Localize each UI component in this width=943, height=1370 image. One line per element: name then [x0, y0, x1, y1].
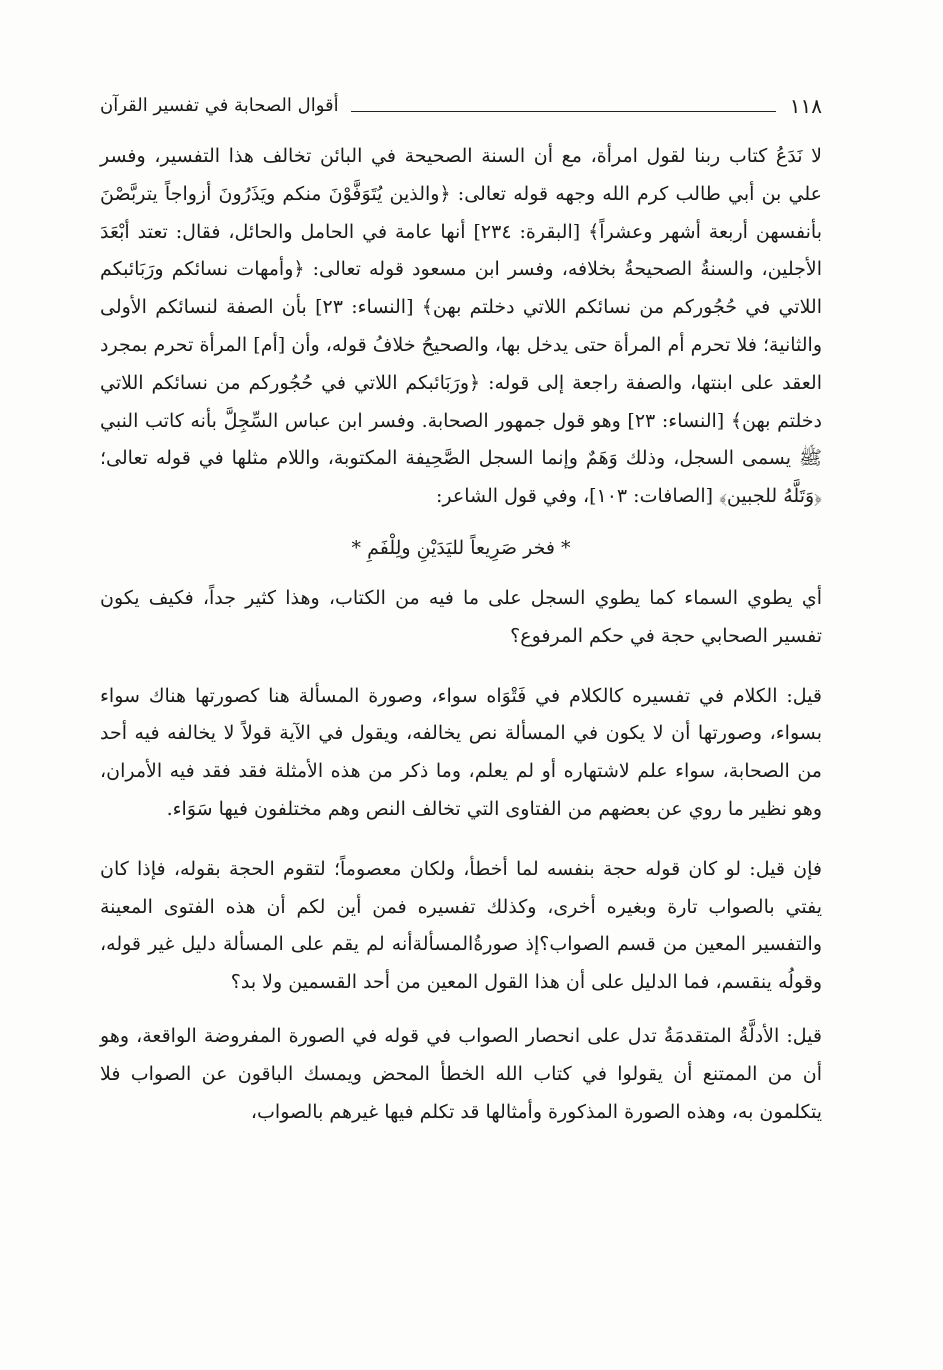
spacer [100, 829, 822, 851]
paragraph-tafsir-examples: لا نَدَعُ كتاب ربنا لقول امرأة، مع أن السنة الصحيحة في البائن تخالف هذا التفسير، وفسر علي بن أبي طالب كرم الله وجهه قوله تعالى: ﴿والذين يُتَوَفَّوْنَ منكم ويَذَرُونَ أزواجاً يتربَّصْنَ بأنفسهن أربعة أشهر وعشراً﴾ [البقرة: ٢٣٤] أنها عامة في الحامل والحائل، فقال: تعتد أبْعَدَ الأجلين، والسنةُ الصحيحةُ بخلافه، وفسر ابن مسعود قوله تعالى: ﴿وأمهات نسائكم ورَبَائبكم اللاتي في حُجُوركم من نسائكم اللاتي دخلتم بهن﴾ [النساء: ٢٣] بأن الصفة لنسائكم الأولى والثانية؛ فلا تحرم أم المرأة حتى يدخل بها، والصحيحُ خلافُ قوله، وأن [أم] المرأة تحرم بمجرد العقد على ابنتها، والصفة راجعة إلى قوله: ﴿ورَبَائبكم اللاتي في حُجُوركم من نسائكم اللاتي دخلتم بهن﴾ [النساء: ٢٣] وهو قول جمهور الصحابة. وفسر ابن عباس السِّجِلَّ بأنه كاتب النبي ﷺ يسمى السجل، وذلك وَهَمٌ وإنما السجل الصَّحِيفة المكتوبة، واللام مثلها في قوله تعالى؛ ﴿وَتَلَّهُ للجبين﴾ [الصافات: ١٠٣]، وفي قول الشاعر: [100, 145, 822, 508]
poetry-verse: * فخر صَرِيعاً لليَدَيْنِ ولِلْفَمِ * [351, 536, 571, 559]
spacer [100, 1002, 822, 1018]
paragraph-answer-1: قيل: الكلام في تفسيره كالكلام في فَتْوَاه سواء، وصورة المسألة هنا كصورتها هناك سواء بسواء، وصورتها أن لا يكون في المسألة نص يخالفه، ويقول في الآية قولاً لا يخالفه فيه أحد من الصحابة، سواء علم لاشتهاره أو لم يعلم، وما ذكر من هذه الأمثلة فقد فقد فيه الأمران، وهو نظير ما روي عن بعضهم من الفتاوى التي تخالف النص وهم مختلفون فيها سَوَاء. [100, 684, 822, 820]
paragraph-answer-2: قيل: الأدلَّةُ المتقدمَةُ تدل على انحصار الصواب في قوله في الصورة المفروضة الواقعة، وهو أن من الممتنع أن يقولوا في كتاب الله الخطأ المحض ويمسك الباقون عن الصواب فلا يتكلمون به، وهذه الصورة المذكورة وأمثالها قد تكلم فيها غيرهم بالصواب، [100, 1024, 822, 1123]
spacer [100, 656, 822, 678]
paragraph-objection: فإن قيل: لو كان قوله حجة بنفسه لما أخطأ، ولكان معصوماً؛ لتقوم الحجة بقوله، فإذا كان يفتي بالصواب تارة وبغيره أخرى، وكذلك تفسيره فمن أين لكم أن هذه الفتوى المعينة والتفسير المعين من قسم الصواب؟إذ صورةُالمسألةأنه لم يقم على المسألة دليل غير قوله، وقولُه ينقسم، فما الدليل على أن هذا القول المعين من أحد القسمين ولا بد؟ [100, 857, 822, 994]
header-rule [351, 111, 776, 112]
paragraph-question: أي يطوي السماء كما يطوي السجل على ما فيه من الكتاب، وهذا كثير جداً، فكيف يكون تفسير الصحابي حجة في حكم المرفوع؟ [100, 586, 822, 647]
page-header [100, 84, 822, 118]
page-body [100, 138, 822, 1131]
page-number: ١١٨ [789, 94, 822, 118]
running-title: أقوال الصحابة في تفسير القرآن [100, 95, 339, 116]
